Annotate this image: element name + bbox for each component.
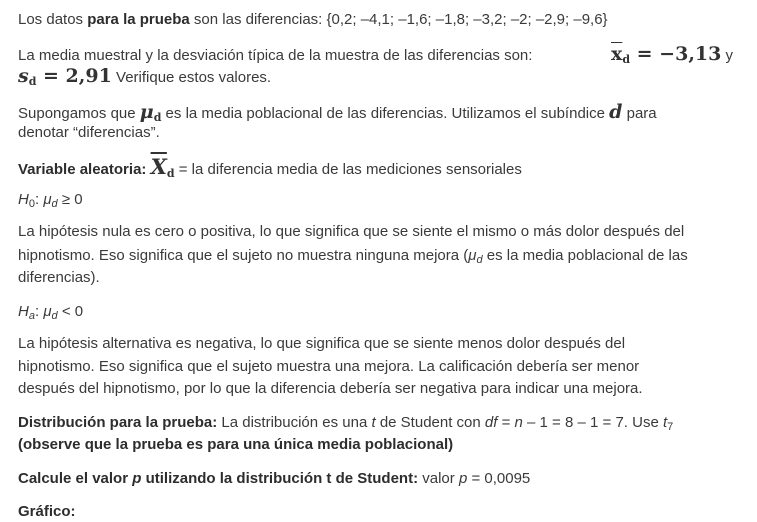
text: La hipótesis nula es cero o positiva, lo que significa que se siente el mismo o más dolor después del: [18, 223, 685, 240]
bold-text: (observe que la prueba es para una única media poblacional): [18, 436, 454, 453]
math-sub: 0: [28, 198, 35, 210]
random-variable-line: [18, 154, 747, 180]
distribution-line-1: [18, 413, 747, 433]
bold-text: Variable aleatoria:: [18, 161, 147, 178]
mu-paragraph-line-1: [18, 102, 747, 124]
bold-text: Calcule el valor: [18, 470, 133, 487]
text: valor: [418, 470, 459, 487]
text: Los datos: [18, 11, 88, 28]
text: La hipótesis alternativa es negativa, lo que significa que se siente menos dolor después del: [18, 335, 626, 352]
text: < 0: [57, 303, 84, 320]
text: = la diferencia media de las mediciones sensoriales: [174, 161, 522, 178]
null-hypothesis: [18, 190, 747, 210]
null-paragraph-line-2: [18, 246, 747, 266]
text: diferencias).: [18, 269, 100, 286]
mu-paragraph-line-2: [18, 123, 747, 143]
text: La distribución es una: [217, 414, 372, 431]
math-mu: μ: [43, 303, 52, 320]
bold-text: para la prueba: [87, 11, 190, 28]
math-sub: d: [622, 53, 631, 66]
alt-hypothesis: [18, 302, 747, 322]
text: hipnotismo. Eso significa que el sujeto no muestra ninguna mejora (: [18, 247, 469, 264]
stats-line-1: [18, 43, 747, 66]
text: es la media poblacional de las: [482, 247, 688, 264]
text: de Student con: [375, 414, 485, 431]
math-n: n: [514, 414, 523, 431]
bold-text: Gráfico:: [18, 503, 76, 520]
math-value: = 2,91: [36, 65, 112, 87]
distribution-line-2: [18, 435, 747, 455]
math-sub: a: [28, 310, 35, 322]
text: denotar “diferencias”.: [18, 124, 160, 141]
bold-text: Distribución para la prueba:: [18, 414, 218, 431]
text: – 1 = 8 – 1 = 7. Use: [522, 414, 663, 431]
math-x-bar: $\overline{x}$: [611, 43, 623, 65]
math-mu: μ: [139, 101, 154, 123]
text: :: [34, 303, 44, 320]
text: Supongamos que: [18, 105, 140, 122]
null-paragraph-line-1: [18, 222, 747, 242]
text: es la media poblacional de las diferencias. Utilizamos el subíndice: [161, 105, 610, 122]
math-df: df: [484, 414, 498, 431]
mean-formula: [611, 44, 733, 66]
differences-list: son las diferencias: {0,2; –4,1; –1,6; –1,8; –3,2; –2; –2,9; –9,6}: [189, 11, 608, 28]
text: ≥ 0: [57, 191, 83, 208]
alt-paragraph-line-2: [18, 357, 747, 377]
bold-text: utilizando la distribución t de Student:: [141, 470, 419, 487]
math-s: s: [18, 65, 29, 87]
math-p: p: [458, 470, 468, 487]
math-sub: d: [166, 167, 175, 180]
math-sub: d: [153, 111, 162, 124]
text: La media muestral y la desviación típica de la muestra de las diferencias son:: [18, 47, 533, 64]
math-t: t: [371, 414, 376, 431]
bold-math-p: p: [132, 470, 142, 487]
text: después del hipnotismo, por lo que la diferencia debería ser negativa para indicar una mejora.: [18, 380, 643, 397]
stats-line-2: [18, 66, 747, 88]
alt-paragraph-line-1: [18, 334, 747, 354]
data-paragraph: [18, 10, 747, 30]
math-sub: d: [51, 310, 58, 322]
math-d: d: [609, 101, 623, 123]
text: y: [721, 47, 734, 64]
text: =: [497, 414, 515, 431]
math-h: H: [18, 191, 29, 208]
math-sub: d: [28, 75, 37, 88]
math-h: H: [18, 303, 29, 320]
text: hipnotismo. Eso significa que el sujeto muestra una mejora. La calificación debería ser menor: [18, 358, 640, 375]
math-sub: d: [51, 198, 58, 210]
alt-paragraph-line-3: [18, 379, 747, 399]
p-value-line: [18, 469, 747, 489]
graph-heading: [18, 502, 747, 522]
null-paragraph-line-3: [18, 268, 747, 288]
math-mu: μ: [43, 191, 52, 208]
math-t: t: [662, 414, 668, 431]
p-value: = 0,0095: [467, 470, 531, 487]
text: :: [34, 191, 44, 208]
math-x-bar: $\overline{X}$: [150, 154, 167, 179]
text: Verifique estos valores.: [111, 69, 272, 86]
math-sub: d: [476, 254, 483, 266]
math-sub: 7: [667, 421, 674, 433]
math-mu: μ: [468, 247, 477, 264]
math-value: = −3,13: [630, 43, 722, 65]
text: para: [622, 105, 657, 122]
